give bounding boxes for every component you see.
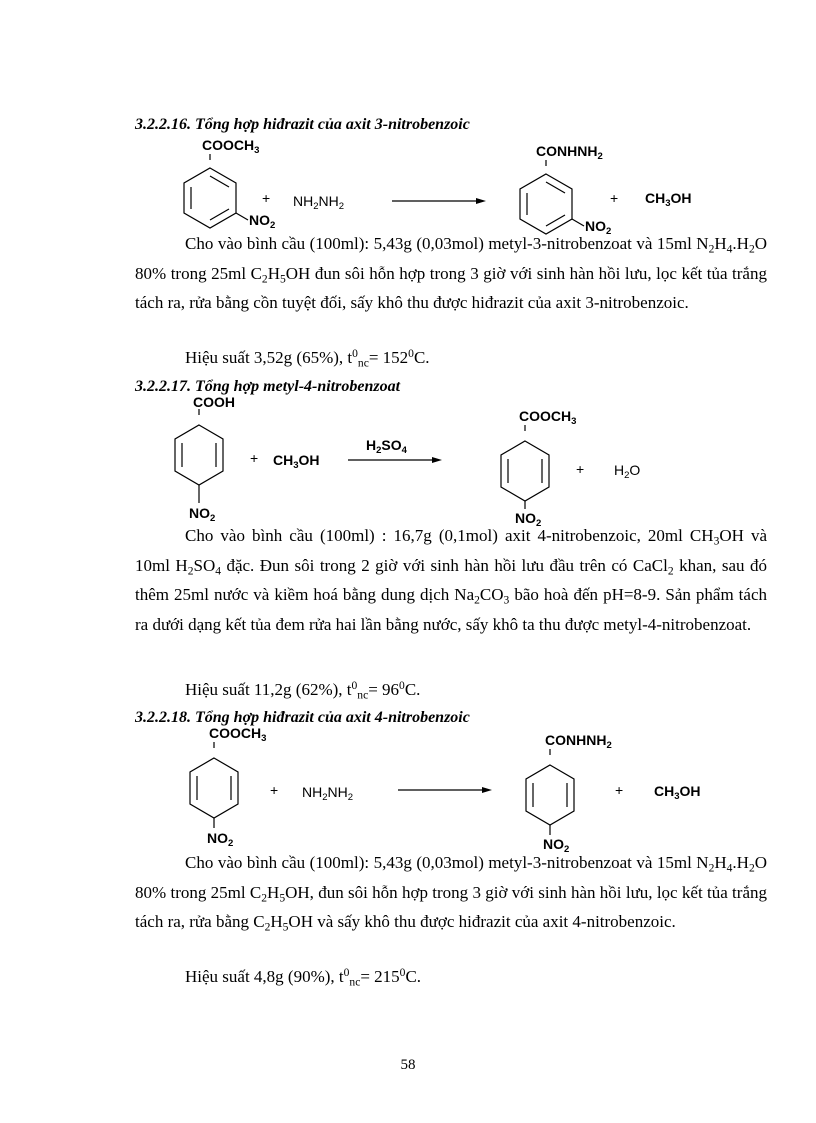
byproduct-label: $CH_3OH$ bbox=[654, 783, 701, 802]
product-substituent-label: $NO_2$ bbox=[543, 836, 570, 855]
benzene-ring-icon bbox=[171, 415, 227, 481]
section-heading: 3.2.2.18. Tổng hợp hiđrazit của axit 4-nitrobenzoic bbox=[135, 709, 470, 726]
reagent-label: $NH_2NH_2$ bbox=[293, 193, 345, 212]
plus-sign: + bbox=[615, 782, 624, 798]
reaction-arrow-icon bbox=[398, 785, 493, 795]
reaction-condition-label: $H_2SO_4$ bbox=[366, 437, 407, 456]
reagent-label: $NH_2NH_2$ bbox=[302, 784, 354, 803]
reactant-substituent-label: $NO_2$ bbox=[207, 830, 234, 849]
byproduct-label: $CH_3OH$ bbox=[645, 190, 692, 209]
benzene-ring-icon bbox=[180, 160, 240, 226]
procedure-paragraph: Cho vào bình cầu (100ml): 5,43g (0,03mol) metyl-3-nitrobenzoat và 15ml $N_2H_4.H_2O$ 80% trong 25ml $C_2H_5OH$ đun sôi hỗn hợp trong 3 giờ với sinh hàn hồi lưu, lọc kết tủa trắng tách ra, rửa bằng cồn tuyệt đối, sấy khô thu được hiđrazit của axit 3-nitrobenzoic. bbox=[135, 234, 767, 312]
procedure-paragraph: Cho vào bình cầu (100ml) : 16,7g (0,1mol) axit 4-nitrobenzoic, 20ml $CH_3OH$ và 10ml $H_2SO_4$ đặc. Đun sôi trong 2 giờ với sinh hàn hồi lưu đầu trên có CaCl$_2$ khan, sau đó thêm 25ml nước và kiềm hoá bằng dung dịch $Na_2CO_3$ bão hoà đến pH=8-9. Sản phẩm tách ra dưới dạng kết tủa đem rửa hai lần bằng nước, sấy khô ta thu được metyl-4-nitrobenzoat. bbox=[135, 526, 768, 634]
benzene-ring-icon bbox=[522, 755, 578, 821]
reactant-group-label: $COOCH_3$ bbox=[209, 725, 267, 744]
reactant-substituent-label: $NO_2$ bbox=[189, 505, 216, 524]
product-group-label: $COOCH_3$ bbox=[519, 408, 577, 427]
yield-line: Hiệu suất 4,8g (90%), $t^0_{nc}= 215^0C$. bbox=[185, 966, 422, 989]
reagent-label: $CH_3OH$ bbox=[273, 452, 320, 471]
plus-sign: + bbox=[270, 782, 279, 798]
plus-sign: + bbox=[262, 190, 271, 206]
page-number: 58 bbox=[400, 1057, 416, 1073]
section-heading: 3.2.2.17. Tổng hợp metyl-4-nitrobenzoat bbox=[135, 378, 401, 395]
reaction-arrow-icon bbox=[348, 455, 443, 465]
plus-sign: + bbox=[250, 450, 259, 466]
product-substituent-label: $NO_2$ bbox=[585, 218, 612, 237]
reactant-group-label: COOH bbox=[193, 394, 235, 410]
product-group-label: $CONHNH_2$ bbox=[545, 732, 612, 751]
benzene-ring-icon bbox=[497, 431, 553, 497]
section-heading: 3.2.2.16. Tổng hợp hiđrazit của axit 3-nitrobenzoic bbox=[135, 116, 470, 133]
plus-sign: + bbox=[576, 461, 585, 477]
reactant-substituent-label: $NO_2$ bbox=[249, 212, 276, 231]
yield-line: Hiệu suất 3,52g (65%), $t^0_{nc}= 152^0C$. bbox=[185, 347, 430, 370]
plus-sign: + bbox=[610, 190, 619, 206]
byproduct-label: $H_2O$ bbox=[614, 462, 641, 481]
benzene-ring-icon bbox=[516, 166, 576, 232]
product-group-label: $CONHNH_2$ bbox=[536, 143, 603, 162]
reaction-arrow-icon bbox=[392, 196, 487, 206]
product-substituent-label: $NO_2$ bbox=[515, 510, 542, 529]
procedure-paragraph: Cho vào bình cầu (100ml): 5,43g (0,03mol) metyl-3-nitrobenzoat và 15ml $N_2H_4.H_2O$ 80% trong 25ml $C_2H_5OH$, đun sôi hỗn hợp trong 3 giờ với sinh hàn hồi lưu, lọc kết tủa trắng tách ra, rửa bằng $C_2H_5OH$ và sấy khô thu được hiđrazit của axit 4-nitrobenzoic. bbox=[135, 853, 767, 934]
benzene-ring-icon bbox=[186, 748, 242, 814]
reactant-group-label: $COOCH_3$ bbox=[202, 137, 260, 156]
yield-line: Hiệu suất 11,2g (62%), $t^0_{nc}= 96^0C$. bbox=[185, 679, 421, 702]
